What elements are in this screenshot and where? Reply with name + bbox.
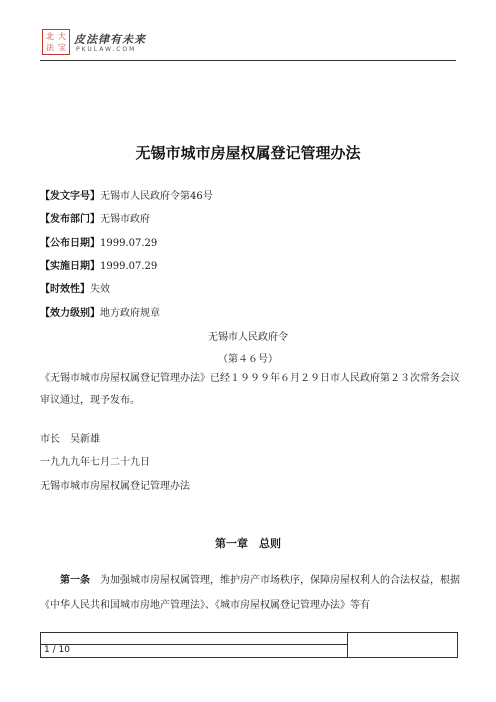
meta-key: 【实施日期】 [40,261,100,272]
page-footer [40,632,458,658]
meta-department [40,210,150,225]
meta-value: 1999.07.29 [100,261,158,272]
decree-number: （第４６号） [218,354,278,365]
meta-value: 失效 [90,284,110,295]
meta-key: 【时效性】 [40,284,90,295]
meta-publish-date [40,234,157,249]
meta-key: 【发文字号】 [40,191,100,202]
signer-line: 市长 吴新雄 [40,434,100,445]
page-header [40,28,456,62]
seal-char: 宝 [58,43,66,52]
meta-effective-date [40,257,157,272]
meta-value: 地方政府规章 [100,308,160,319]
article-1 [40,568,460,618]
preamble-paragraph: 《无锡市城市房屋权属登记管理办法》已经１９９９年６月２９日市人民政府第２３次常务会议审议通过，现予发布。 [40,373,460,406]
meta-value: 无锡市政府 [100,214,150,225]
meta-value: 1999.07.29 [100,238,158,249]
meta-validity [40,280,110,295]
page-number: 1 / 10 [41,644,347,657]
chapter-heading: 第一章 总则 [215,537,281,550]
seal-char: 法 [46,43,54,52]
pkulaw-seal-logo [42,29,70,55]
meta-value: 无锡市人民政府令第46号 [100,191,213,202]
decree-issuer: 无锡市人民政府令 [208,332,288,343]
document-title: 无锡市城市房屋权属登记管理办法 [135,144,361,162]
document-name-line: 无锡市城市房屋权属登记管理办法 [40,481,190,492]
brand-name: 皮法律有未来 [74,33,146,46]
footer-divider [347,633,348,657]
header-divider [40,60,456,61]
meta-level [40,304,160,319]
meta-doc-number [40,187,213,202]
meta-key: 【效力级别】 [40,308,100,319]
seal-char: 大 [58,32,66,41]
brand-url: PKULAW.COM [76,46,137,53]
article-text: 为加强城市房屋权属管理，维护房产市场秩序，保障房屋权利人的合法权益，根据《中华人民共和国城市房地产管理法》、《城市房屋权属登记管理办法》等有 [40,575,460,611]
meta-key: 【发布部门】 [40,214,100,225]
date-line: 一九九九年七月二十九日 [40,457,150,468]
seal-char: 北 [46,32,54,41]
meta-key: 【公布日期】 [40,238,100,249]
article-label: 第一条 [60,575,90,586]
